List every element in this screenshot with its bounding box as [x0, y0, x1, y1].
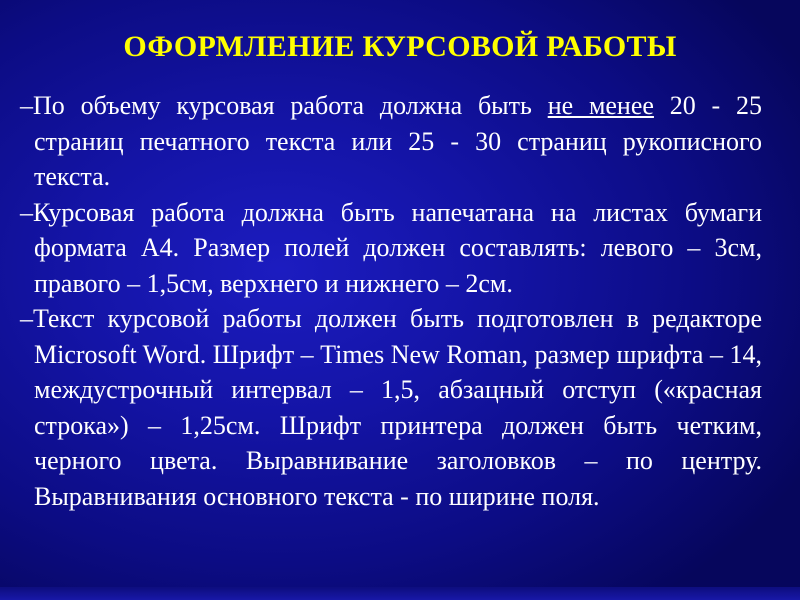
- paragraph-typing-text: Текст курсовой работы должен быть подготовлен в редакторе Microsoft Word. Шрифт – Times New Roman, размер шрифта – 14, междустрочный интервал – 1,5, абзацный отступ («красная строка») – 1,25см. Шрифт принтера должен быть четким, черного цвета. Выравнивание заголовков – по центру. Выравнивания основного текста - по ширине поля.: [33, 304, 762, 511]
- paragraph-format-text: Курсовая работа должна быть напечатана на листах бумаги формата А4. Размер полей должен составлять: левого – 3см, правого – 1,5см, верхнего и нижнего – 2см.: [33, 197, 762, 298]
- paragraph-volume: [20, 88, 762, 195]
- paragraph-typing: [20, 301, 762, 514]
- bullet-dash: –: [20, 91, 33, 120]
- bottom-stripe: [0, 587, 800, 600]
- slide-title: ОФОРМЛЕНИЕ КУРСОВОЙ РАБОТЫ: [123, 30, 677, 63]
- paragraph-format: [20, 195, 762, 302]
- bullet-dash: –: [20, 197, 33, 227]
- paragraph-volume-text-end: 20 - 25 страниц печатного текста или 25 - 30 страниц рукописного текста.: [34, 91, 762, 191]
- bullet-dash: –: [20, 304, 33, 333]
- slide-body: [20, 88, 762, 514]
- paragraph-volume-underlined: не менее: [547, 91, 654, 120]
- paragraph-volume-text-start: По объему курсовая работа должна быть: [33, 91, 548, 120]
